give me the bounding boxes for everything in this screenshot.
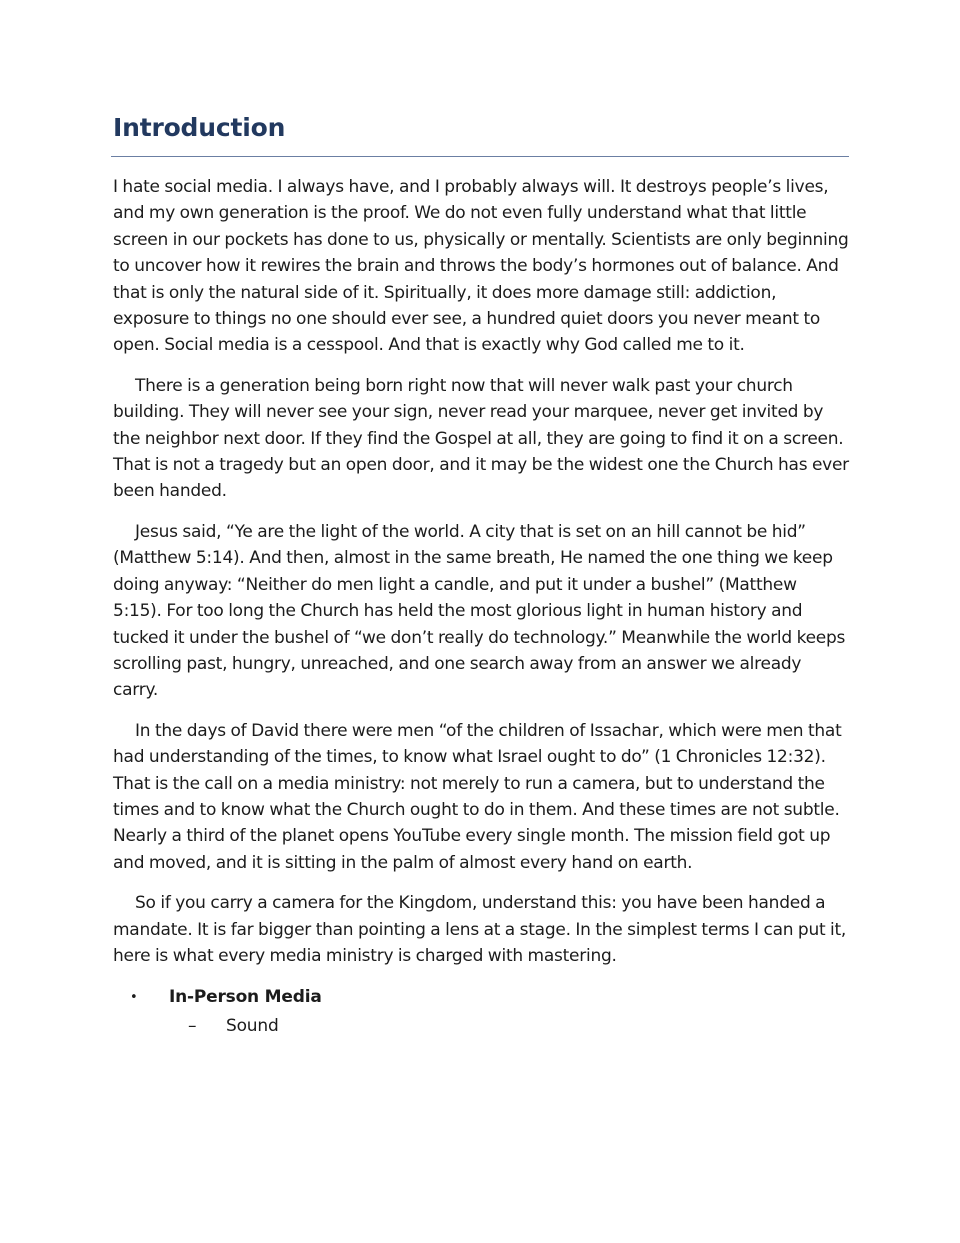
paragraph-1: I hate social media. I always have, and I probably always will. It destroys people’s lives, and my own generation is the proof. We do not even fully understand what that little screen in our pockets has done to us, physically or mentally. Scientists are only beginning to uncover how it rewires the brain and throws the body’s hormones out of balance. And that is only the natural side of it. Spiritually, it does more damage still: addiction, exposure to things no one should ever see, a hundred quiet doors you never meant to open. Social media is a cesspool. And that is exactly why God called me to it. [113,177,849,356]
list-item [113,983,849,1012]
bullet-icon: • [130,990,138,1006]
media-list [113,983,849,1041]
list-item-label: In-Person Media [169,987,322,1008]
sub-list-item-label: Sound [226,1016,279,1037]
paragraph-5: So if you carry a camera for the Kingdom, understand this: you have been handed a mandate. It is far bigger than pointing a lens at a stage. In the simplest terms I can put it, here is what every media ministry is charged with mastering. [113,893,847,966]
document-page [113,112,849,1037]
paragraph-3: Jesus said, “Ye are the light of the world. A city that is set on an hill cannot be hid” (Matthew 5:14). And then, almost in the same breath, He named the one thing we keep doing anyway: “Neither do men light a candle, and put it under a bushel” (Matthew 5:15). For too long the Church has held the most glorious light in human history and tucked it under the bushel of “we don’t really do technology.” Meanwhile the world keeps scrolling past, hungry, unreached, and one search away from an answer we already carry. [113,521,846,701]
heading-divider [111,156,849,157]
dash-icon: – [188,1016,197,1037]
sub-list-item [113,1012,849,1041]
body-text [113,174,849,1041]
paragraph-4: In the days of David there were men “of the children of Issachar, which were men that had understanding of the times, to know what Israel ought to do” (1 Chronicles 12:32). That is the call on a media ministry: not merely to run a camera, but to understand the times and to know what the Church ought to do in them. And these times are not subtle. Nearly a third of the planet opens YouTube every single month. The mission field got up and moved, and it is sitting in the palm of almost every hand on earth. [113,720,842,873]
paragraph-2: There is a generation being born right now that will never walk past your church building. They will never see your sign, never read your marquee, never get invited by the neighbor next door. If they find the Gospel at all, they are going to find it on a screen. That is not a tragedy but an open door, and it may be the widest one the Church has ever been handed. [113,375,849,502]
section-heading: Introduction [113,113,286,142]
